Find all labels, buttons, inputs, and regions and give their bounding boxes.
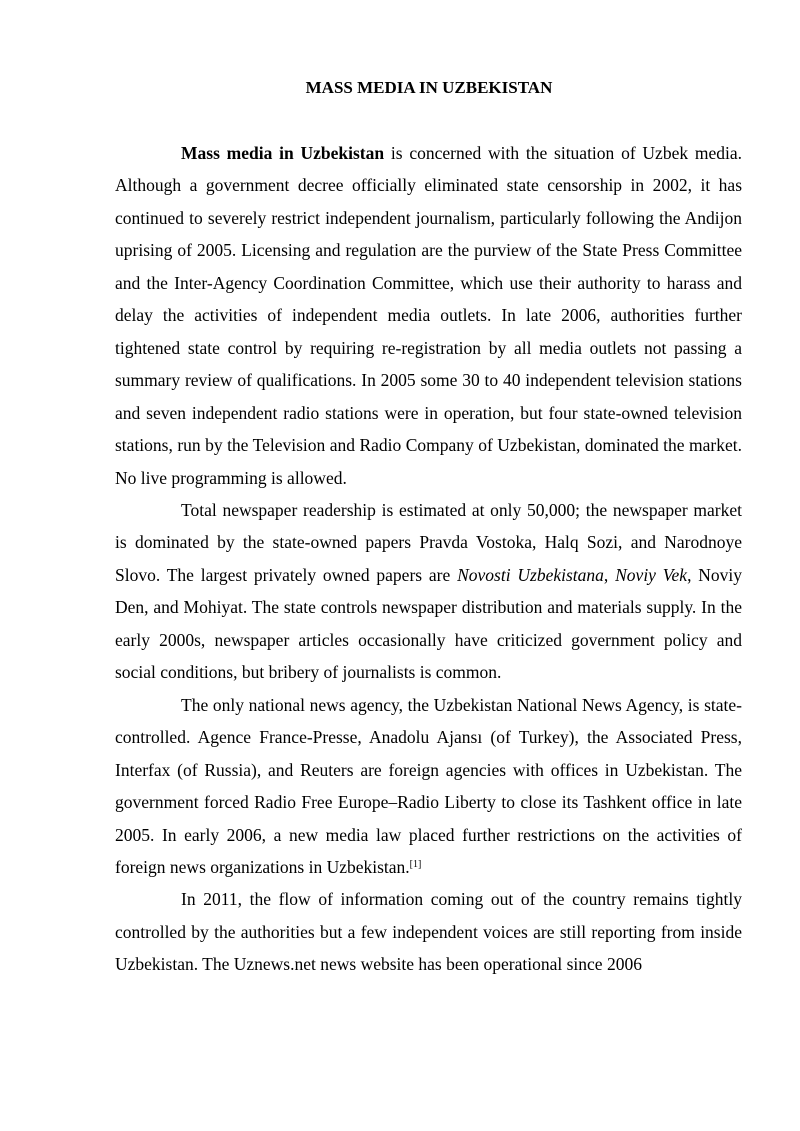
paragraph-text: Total newspaper readership is estimated at only 50,000; the newspaper market is dominated by the state-owned papers Pravda Vostoka, Halq Sozi, and Narodnoye Slovo. The largest privately owned papers are: [115, 499, 742, 585]
paragraph-news-agencies: [115, 689, 742, 884]
newspaper-name: Noviy Vek: [615, 564, 688, 585]
paragraph-intro: [115, 137, 742, 494]
document-body: [115, 137, 742, 981]
paragraph-text: The only national news agency, the Uzbekistan National News Agency, is state-controlled. Agence France-Presse, Anadolu Ajansı (of Turkey), the Associated Press, Interfax (of Russia), and Reuters are foreign agencies with offices in Uzbekistan. The government forced Radio Free Europe–Radio Liberty to close its Tashkent office in late 2005. In early 2006, a new media law placed further restrictions on the activities of foreign news organizations in Uzbekistan.: [115, 694, 742, 877]
newspaper-name: Novosti Uzbekistana: [457, 564, 604, 585]
paragraph-text: ,: [603, 564, 616, 585]
paragraph-text: is concerned with the situation of Uzbek media. Although a government decree officially eliminated state censorship in 2002, it has continued to severely restrict independent journalism, particularly following the Andijon uprising of 2005. Licensing and regulation are the purview of the State Press Committee and the Inter-Agency Coordination Committee, which use their authority to harass and delay the activities of independent media outlets. In late 2006, authorities further tightened state control by requiring re-registration by all media outlets not passing a summary review of qualifications. In 2005 some 30 to 40 independent television stations and seven independent radio stations were in operation, but four state-owned television stations, run by the Television and Radio Company of Uzbekistan, dominated the market. No live programming is allowed.: [115, 143, 742, 488]
lead-term: Mass media in Uzbekistan: [181, 143, 385, 163]
footnote-reference[interactable]: [1]: [409, 858, 422, 870]
paragraph-text: , Noviy Den, and Mohiyat. The state controls newspaper distribution and materials supply. In the early 2000s, newspaper articles occasionally have criticized government policy and social conditions, but bribery of journalists is common.: [115, 564, 743, 683]
paragraph-newspapers: [115, 494, 742, 689]
paragraph-2011: [115, 883, 742, 980]
document-title: MASS MEDIA IN UZBEKISTAN: [305, 78, 553, 97]
paragraph-text: In 2011, the flow of information coming out of the country remains tightly controlled by the authorities but a few independent voices are still reporting from inside Uzbekistan. The Uznews.net news website has been operational since 2006: [115, 889, 742, 975]
